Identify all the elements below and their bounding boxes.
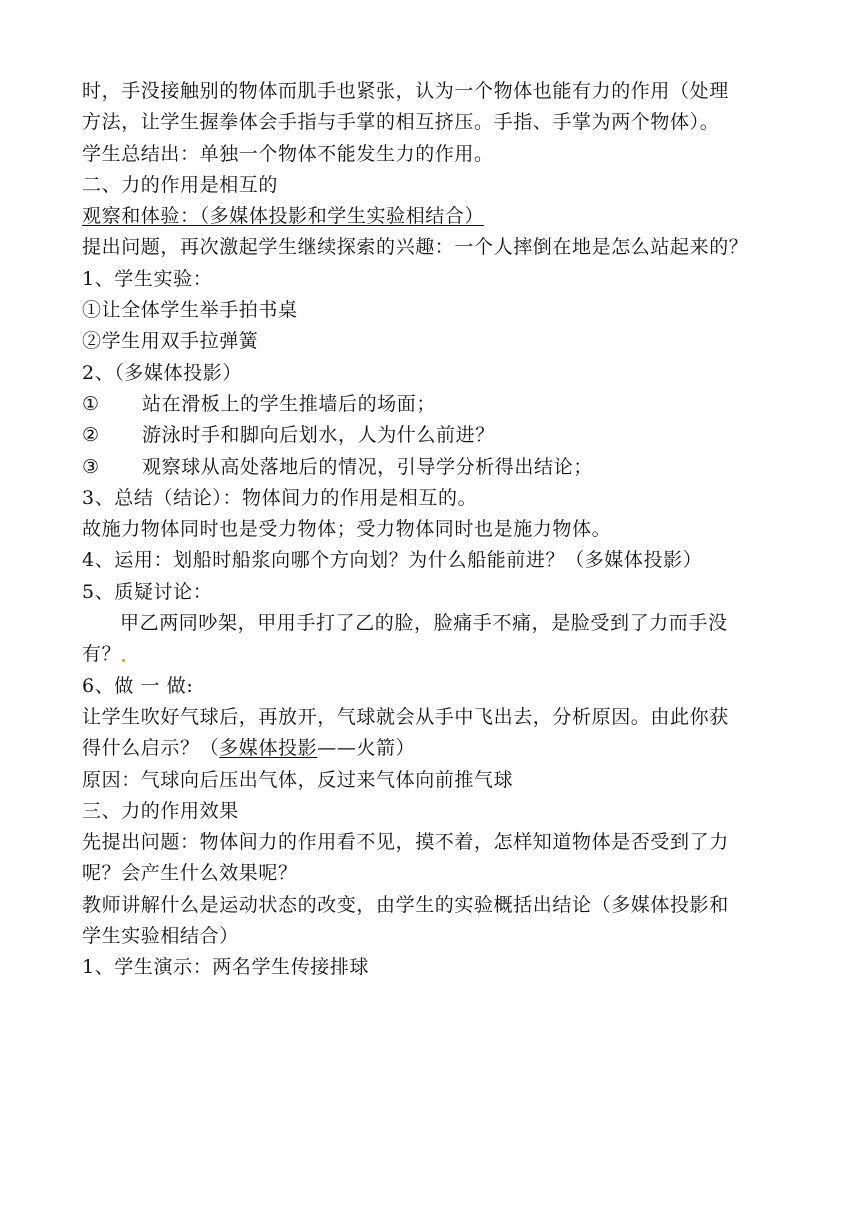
paragraph-line: 方法，让学生握拳体会手指与手掌的相互挤压。手指、手掌为两个物体）。 xyxy=(82,111,720,134)
section-heading-2: 二、力的作用是相互的 xyxy=(82,173,279,196)
list-item: 4、运用：划船时船浆向哪个方向划？为什么船能前进？（多媒体投影） xyxy=(82,549,703,572)
list-text: 站在滑板上的学生推墙后的场面； xyxy=(142,392,437,415)
paragraph-line xyxy=(82,733,772,764)
section-heading-3: 三、力的作用效果 xyxy=(82,799,239,822)
paragraph-line: 学生实验相结合） xyxy=(82,925,239,948)
list-item: 5、质疑讨论： xyxy=(82,580,213,603)
list-number: ① xyxy=(82,392,100,415)
paragraph-line: 让学生吹好气球后，再放开，气球就会从手中飞出去，分析原因。由此你获 xyxy=(82,705,729,728)
paragraph-line: 甲乙两同吵架，甲用手打了乙的脸，脸痛手不痛，是脸受到了力而手没 xyxy=(120,612,728,635)
document-page xyxy=(82,76,772,984)
list-number: ③ xyxy=(82,455,100,478)
list-item: 2、（多媒体投影） xyxy=(82,361,242,384)
list-item: 6、做 一 做: xyxy=(82,674,194,697)
list-item xyxy=(82,389,772,420)
paragraph-line: 先提出问题：物体间力的作用看不见，摸不着，怎样知道物体是否受到了力 xyxy=(82,831,729,854)
subheading-observe xyxy=(82,201,772,232)
underlined-text: 多媒体投影 xyxy=(219,737,318,760)
paragraph-line: 提出问题，再次激起学生继续探索的兴趣：一个人摔倒在地是怎么站起来的？ xyxy=(82,236,749,259)
edit-mark-icon xyxy=(122,659,125,662)
list-item: 3、总结（结论）：物体间力的作用是相互的。 xyxy=(82,486,478,509)
paragraph-line: 呢？会产生什么效果呢？ xyxy=(82,862,298,885)
paragraph-line: 教师讲解什么是运动状态的改变，由学生的实验概括出结论（多媒体投影和 xyxy=(82,893,729,916)
list-item: 1、学生实验： xyxy=(82,267,213,290)
paragraph-line: 时，手没接触别的物体而肌手也紧张，认为一个物体也能有力的作用（处理 xyxy=(82,80,729,102)
list-number: ② xyxy=(82,424,100,447)
paragraph-text: 有？ xyxy=(82,643,122,666)
list-item xyxy=(82,420,772,451)
paragraph-line: 故施力物体同时也是受力物体；受力物体同时也是施力物体。 xyxy=(82,518,612,541)
paragraph-line xyxy=(82,639,772,670)
list-item: ①让全体学生举手拍书桌 xyxy=(82,299,298,322)
list-text: 观察球从高处落地后的情况，引导学分析得出结论； xyxy=(142,455,593,478)
list-item xyxy=(82,452,772,483)
paragraph-line: 学生总结出：单独一个物体不能发生力的作用。 xyxy=(82,142,494,165)
list-item: 1、学生演示：两名学生传接排球 xyxy=(82,956,370,979)
paragraph-text: ——火箭） xyxy=(317,737,416,760)
paragraph-text: 得什么启示？（ xyxy=(82,737,220,760)
paragraph-line: 原因：气球向后压出气体，反过来气体向前推气球 xyxy=(82,768,514,791)
list-text: 游泳时手和脚向后划水，人为什么前进？ xyxy=(142,424,495,447)
list-item: ②学生用双手拉弹簧 xyxy=(82,330,259,353)
underlined-text: 观察和体验：（多媒体投影和学生实验相结合） xyxy=(82,205,485,228)
